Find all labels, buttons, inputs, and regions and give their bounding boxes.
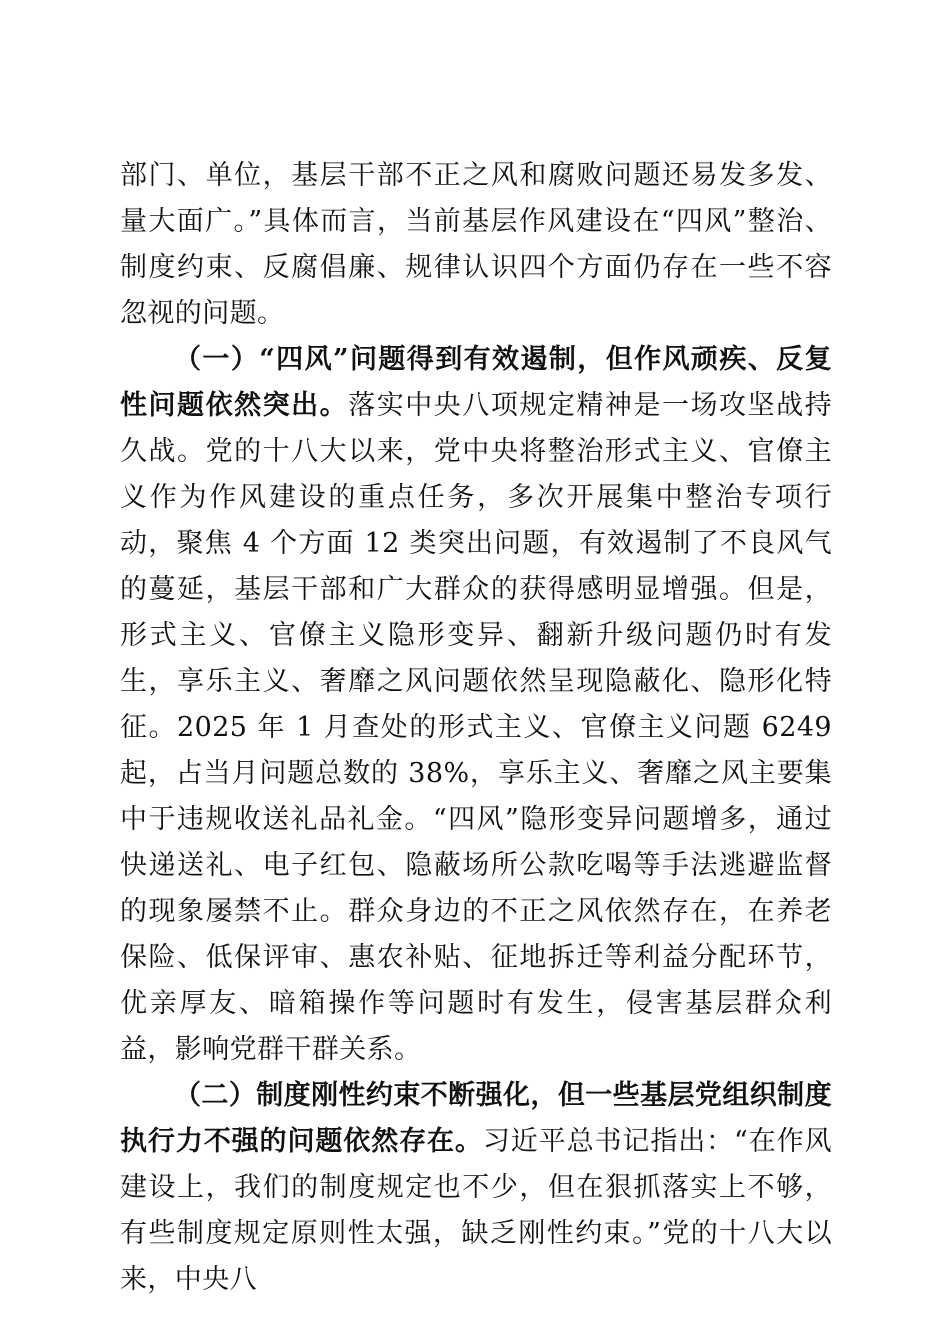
- paragraph-section-2: [120, 1073, 832, 1303]
- section-text-2: 习近平总书记指出：“在作风建设上，我们的制度规定也不少，但在狠抓落实上不够，有些制度规定原则性太强，缺乏刚性约束。”党的十八大以来，中央八: [120, 1126, 832, 1295]
- paragraph-section-1: [120, 337, 832, 1073]
- section-heading-2: （二）制度刚性约束不断强化，但一些基层党组织制度执行力不强的问题依然存在。: [120, 1080, 832, 1157]
- paragraph-text: 部门、单位，基层干部不正之风和腐败问题还易发多发、量大面广。”具体而言，当前基层作风建设在“四风”整治、制度约束、反腐倡廉、规律认识四个方面仍存在一些不容忽视的问题。: [120, 160, 832, 329]
- paragraph-intro: [120, 153, 832, 337]
- section-heading-1: （一）“四风”问题得到有效遏制，但作风顽疾、反复性问题依然突出。: [120, 344, 832, 421]
- section-text-1: 落实中央八项规定精神是一场攻坚战持久战。党的十八大以来，党中央将整治形式主义、官僚主义作为作风建设的重点任务，多次开展集中整治专项行动，聚焦 4 个方面 12 类突出问题，有效遏制了不良风气的蔓延，基层干部和广大群众的获得感明显增强。但是，形式主义、官僚主义隐形变异、翻新升级问题仍时有发生，享乐主义、奢靡之风问题依然呈现隐蔽化、隐形化特征。2025 年 1 月查处的形式主义、官僚主义问题 6249 起，占当月问题总数的 38%，享乐主义、奢靡之风主要集中于违规收送礼品礼金。“四风”隐形变异问题增多，通过快递送礼、电子红包、隐蔽场所公款吃喝等手法逃避监督的现象屡禁不止。群众身边的不正之风依然存在，在养老保险、低保评审、惠农补贴、征地拆迁等利益分配环节，优亲厚友、暗箱操作等问题时有发生，侵害基层群众利益，影响党群干群关系。: [120, 390, 832, 1065]
- document-body: [120, 153, 832, 1303]
